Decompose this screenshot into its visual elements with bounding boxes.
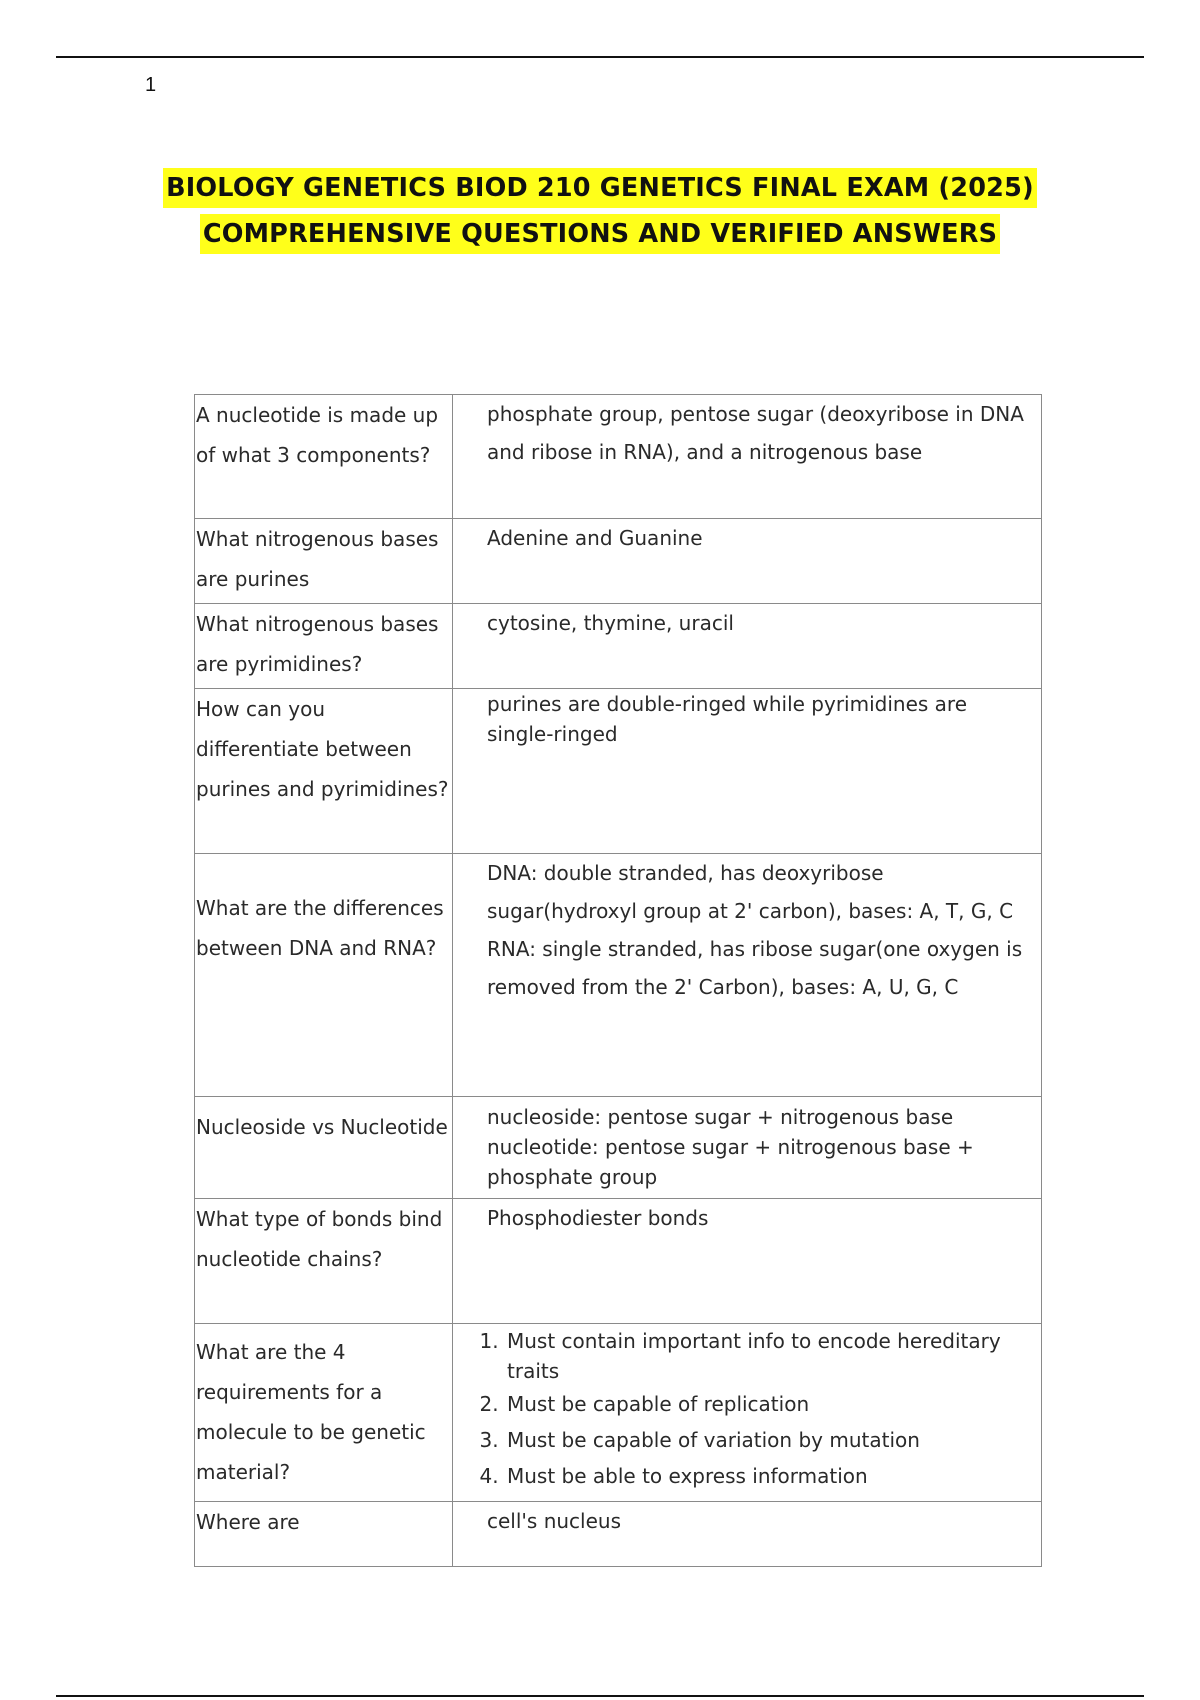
question-cell bbox=[195, 1097, 453, 1199]
question-text: A nucleotide is made up of what 3 components? bbox=[196, 403, 439, 467]
document-title bbox=[0, 168, 1200, 254]
question-text: How can you differentiate between purines and pyrimidines? bbox=[196, 697, 449, 801]
question-cell bbox=[195, 1199, 453, 1324]
question-text: Nucleoside vs Nucleotide bbox=[196, 1115, 448, 1139]
table-row bbox=[195, 854, 1042, 1097]
page-number: 1 bbox=[145, 74, 157, 96]
answer-rna: RNA: single stranded, has ribose sugar(one oxygen is removed from the 2' Carbon), bases: A, U, G, C bbox=[487, 937, 1023, 999]
question-text: What nitrogenous bases are purines bbox=[196, 527, 439, 591]
table-row bbox=[195, 1502, 1042, 1567]
bottom-rule bbox=[56, 1695, 1144, 1697]
table-row bbox=[195, 1324, 1042, 1502]
answer-cell bbox=[453, 1324, 1042, 1502]
question-cell bbox=[195, 519, 453, 604]
answer-nucleotide: nucleotide: pentose sugar + nitrogenous base + phosphate group bbox=[487, 1135, 974, 1189]
list-item: 2. Must be capable of replication bbox=[505, 1386, 1031, 1422]
table-row bbox=[195, 604, 1042, 689]
qa-table bbox=[194, 394, 1042, 1567]
answer-cell bbox=[453, 519, 1042, 604]
top-rule bbox=[56, 56, 1144, 58]
answer-text: Adenine and Guanine bbox=[487, 526, 703, 550]
question-text: What are the 4 requirements for a molecule to be genetic material? bbox=[196, 1340, 426, 1484]
answer-cell bbox=[453, 395, 1042, 519]
answer-cell bbox=[453, 604, 1042, 689]
answer-nucleoside: nucleoside: pentose sugar + nitrogenous base bbox=[487, 1105, 954, 1129]
question-cell bbox=[195, 854, 453, 1097]
answer-cell bbox=[453, 854, 1042, 1097]
answer-cell bbox=[453, 1097, 1042, 1199]
question-cell bbox=[195, 1324, 453, 1502]
title-line-2: COMPREHENSIVE QUESTIONS AND VERIFIED ANSWERS bbox=[200, 214, 1000, 254]
list-item: 3. Must be capable of variation by mutation bbox=[505, 1422, 1031, 1458]
question-cell bbox=[195, 689, 453, 854]
answer-text: Phosphodiester bonds bbox=[487, 1206, 709, 1230]
question-text: What type of bonds bind nucleotide chains? bbox=[196, 1207, 443, 1271]
answer-text: purines are double-ringed while pyrimidines are single-ringed bbox=[487, 692, 968, 746]
table-row bbox=[195, 395, 1042, 519]
title-line-1: BIOLOGY GENETICS BIOD 210 GENETICS FINAL EXAM (2025) bbox=[163, 168, 1037, 208]
answer-text: phosphate group, pentose sugar (deoxyribose in DNA and ribose in RNA), and a nitrogenous base bbox=[487, 402, 1024, 464]
answer-cell bbox=[453, 1199, 1042, 1324]
question-cell bbox=[195, 395, 453, 519]
list-item: 4. Must be able to express information bbox=[505, 1458, 1031, 1494]
table-row bbox=[195, 689, 1042, 854]
question-text: What nitrogenous bases are pyrimidines? bbox=[196, 612, 439, 676]
question-text: Where are bbox=[196, 1510, 300, 1534]
table-row bbox=[195, 1199, 1042, 1324]
answer-dna: DNA: double stranded, has deoxyribose sugar(hydroxyl group at 2' carbon), bases: A, T, G, C bbox=[487, 861, 1014, 923]
question-cell bbox=[195, 1502, 453, 1567]
question-cell bbox=[195, 604, 453, 689]
answer-cell bbox=[453, 689, 1042, 854]
list-item: 1. Must contain important info to encode hereditary traits bbox=[505, 1326, 1031, 1386]
answer-text: cell's nucleus bbox=[487, 1509, 621, 1533]
table-row bbox=[195, 1097, 1042, 1199]
answer-text: cytosine, thymine, uracil bbox=[487, 611, 734, 635]
table-row bbox=[195, 519, 1042, 604]
question-text: What are the differences between DNA and RNA? bbox=[196, 896, 444, 960]
answer-cell bbox=[453, 1502, 1042, 1567]
requirements-list bbox=[487, 1326, 1031, 1494]
